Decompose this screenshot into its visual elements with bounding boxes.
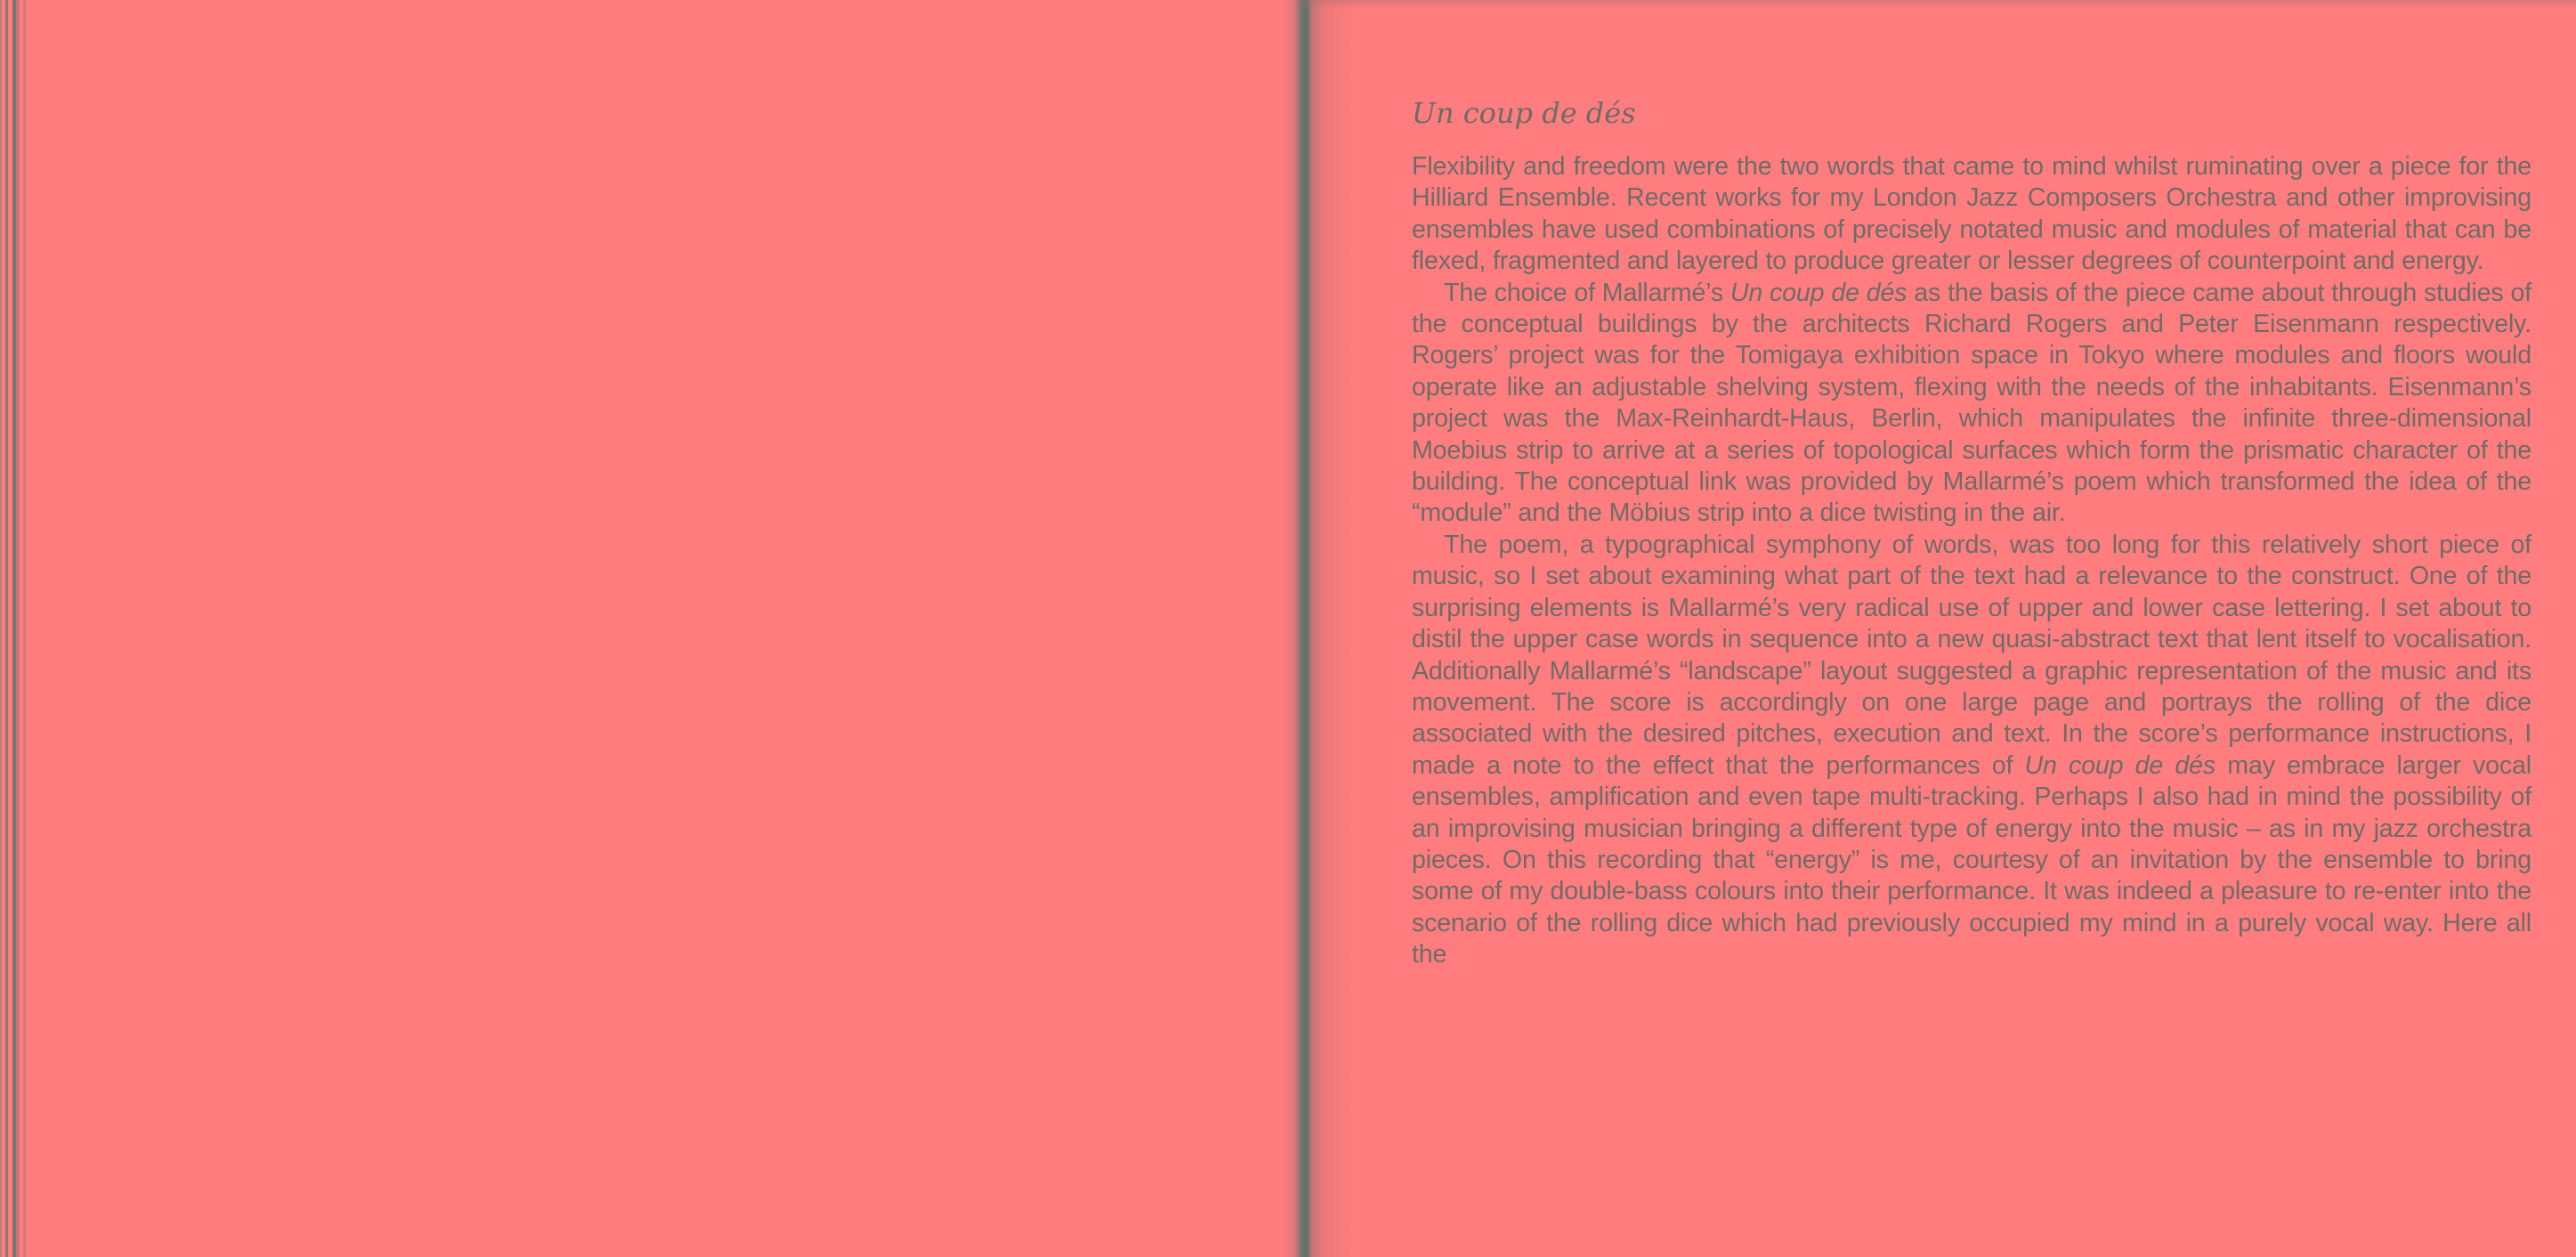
- essay-paragraph: [1412, 151, 2531, 278]
- paragraph-text: may embrace larger vocal ensembles, amplification and even tape multi-tracking. Perhaps I also had in mind the possibility of an improvising musician bringing a different type of energy into the music – as in my jazz orchestra pieces. On this recording that “energy” is me, courtesy of an invitation by the ensemble to bring some of my double-bass colours into their performance. It was indeed a pleasure to re-enter into the scenario of the rolling dice which had previously occupied my mind in a purely vocal way. Here all the: [1412, 750, 2531, 969]
- essay-title: Un coup de dés: [1412, 96, 1636, 130]
- paragraph-text: Flexibility and freedom were the two words that came to mind whilst ruminating over a piece for the Hilliard Ensemble. Recent works for my London Jazz Composers Orchestra and other improvising ensembles have used combinations of precisely notated music and modules of material that can be flexed, fragmented and layered to produce greater or lesser degrees of counterpoint and energy.: [1412, 152, 2531, 276]
- paragraph-text: as the basis of the piece came about through studies of the conceptual buildings by the architects Richard Rogers and Peter Eisenmann respectively. Rogers’ project was for the Tomigaya exhibition space in Tokyo where modules and floors would operate like an adjustable shelving system, flexing with the needs of the inhabitants. Eisenmann’s project was the Max-Reinhardt-Haus, Berlin, which manipulates the infinite three-dimensional Moebius strip to arrive at a series of topological surfaces which form the prismatic character of the building. The conceptual link was provided by Mallarmé’s poem which transformed the idea of the “module” and the Möbius strip into a dice twisting in the air.: [1412, 278, 2531, 528]
- essay-body: [1412, 151, 2531, 971]
- essay-paragraph: [1412, 278, 2531, 530]
- page-edges: [0, 0, 30, 1257]
- right-page: [1317, 0, 2576, 1257]
- work-title-italic: Un coup de dés: [1729, 278, 1908, 307]
- paragraph-text: The choice of Mallarmé’s: [1444, 278, 1730, 307]
- essay: [1412, 96, 2531, 971]
- work-title-italic: Un coup de dés: [2024, 750, 2216, 780]
- paragraph-text: The poem, a typographical symphony of words, was too long for this relatively short piece of music, so I set about examining what part of the text had a relevance to the construct. One of the surprising elements is Mallarmé’s very radical use of upper and lower case lettering. I set about to distil the upper case words in sequence into a new quasi-abstract text that lent itself to vocalisation. Additionally Mallarmé’s “landscape” layout suggested a graphic representation of the music and its movement. The score is accordingly on one large page and portrays the rolling of the dice associated with the desired pitches, execution and text. In the score’s performance instructions, I made a note to the effect that the performances of: [1412, 530, 2531, 780]
- essay-paragraph: [1412, 530, 2531, 971]
